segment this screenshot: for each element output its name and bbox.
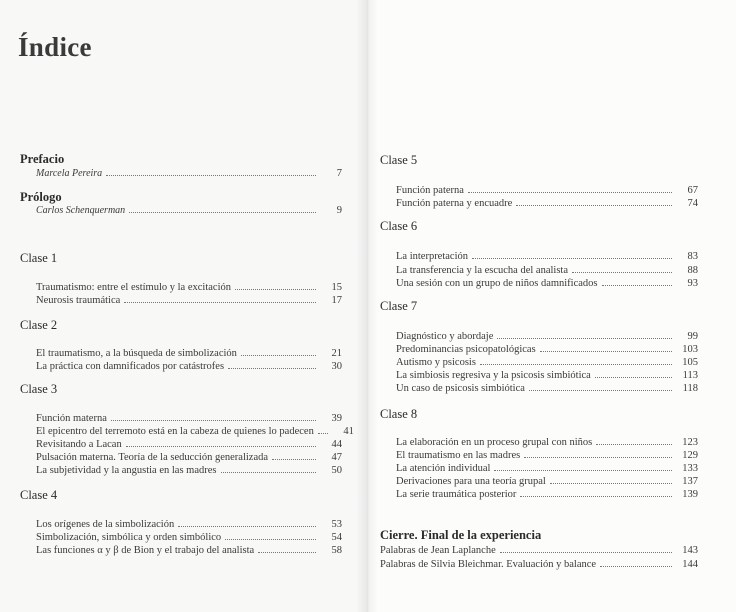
page-number: 9	[336, 205, 342, 216]
dot-leader	[126, 446, 316, 447]
toc-entry-title: La simbiosis regresiva y la psicosis simbiótica	[396, 370, 591, 381]
toc-entry[interactable]	[36, 530, 342, 543]
dot-leader	[572, 272, 672, 273]
toc-entry[interactable]	[36, 517, 342, 530]
section-heading: Clase 5	[380, 153, 418, 167]
toc-entry-title: La elaboración en un proceso grupal con niños	[396, 437, 593, 448]
dot-leader	[235, 289, 316, 290]
dot-leader	[272, 459, 316, 460]
toc-entry-title: Función materna	[36, 413, 107, 424]
dot-leader	[540, 351, 672, 352]
toc-entry-title: Una sesión con un grupo de niños damnificados	[396, 278, 598, 289]
page-number: 41	[343, 426, 354, 437]
dot-leader	[516, 205, 672, 206]
page-number: 99	[687, 331, 698, 342]
toc-entry-title: La interpretación	[396, 251, 469, 262]
toc-entry-title: La transferencia y la escucha del analista	[396, 265, 568, 276]
page-number: 83	[687, 251, 698, 262]
dot-leader	[529, 390, 672, 391]
toc-entry[interactable]	[396, 329, 698, 342]
dot-leader	[480, 364, 672, 365]
toc-entry-title: Función paterna y encuadre	[396, 198, 513, 209]
toc-entry-title: La subjetividad y la angustia en las madres	[36, 465, 217, 476]
dot-leader	[468, 192, 672, 193]
toc-entry-title: Carlos Schenquerman	[36, 205, 126, 216]
toc-entry-title: Un caso de psicosis simbiótica	[396, 383, 525, 394]
toc-entry[interactable]	[36, 543, 342, 556]
section-heading: Clase 1	[20, 251, 58, 265]
toc-entry[interactable]	[36, 293, 342, 306]
toc-entry[interactable]	[396, 368, 698, 381]
dot-leader	[500, 552, 672, 553]
toc-entry[interactable]	[36, 411, 342, 424]
dot-leader	[106, 175, 316, 176]
page-number: 67	[687, 185, 698, 196]
toc-entry-title: La atención individual	[396, 463, 491, 474]
dot-leader	[241, 355, 316, 356]
section-heading: Prólogo	[20, 190, 62, 204]
toc-entry[interactable]	[36, 346, 342, 359]
dot-leader	[550, 483, 672, 484]
toc-entry[interactable]	[36, 166, 342, 179]
section-heading: Clase 4	[20, 488, 58, 502]
page-number: 58	[331, 545, 342, 556]
page-number: 123	[682, 437, 698, 448]
dot-leader	[494, 470, 672, 471]
toc-entry-title: Las funciones α y β de Bion y el trabajo del analista	[36, 545, 255, 556]
toc-entry[interactable]	[36, 437, 342, 450]
toc-entry[interactable]	[36, 450, 342, 463]
dot-leader	[472, 258, 672, 259]
book-gutter	[356, 0, 378, 612]
dot-leader	[129, 212, 316, 213]
toc-entry[interactable]	[36, 359, 342, 372]
toc-entry[interactable]	[396, 342, 698, 355]
toc-entry-title: Pulsación materna. Teoría de la seducción generalizada	[36, 452, 269, 463]
page-number: 144	[682, 559, 698, 570]
dot-leader	[124, 302, 316, 303]
page-number: 93	[687, 278, 698, 289]
toc-entry-title: Los orígenes de la simbolización	[36, 519, 175, 530]
toc-entry[interactable]	[396, 435, 698, 448]
page-number: 137	[682, 476, 698, 487]
page-number: 39	[331, 413, 342, 424]
toc-entry[interactable]	[396, 183, 698, 196]
section-heading: Clase 8	[380, 407, 418, 421]
toc-entry-title: Simbolización, simbólica y orden simbólico	[36, 532, 222, 543]
dot-leader	[600, 566, 672, 567]
toc-entry[interactable]	[36, 463, 342, 476]
toc-entry-title: La práctica con damnificados por catástrofes	[36, 361, 225, 372]
page-number: 113	[682, 370, 698, 381]
dot-leader	[225, 539, 316, 540]
toc-entry[interactable]	[396, 474, 698, 487]
page-number: 103	[682, 344, 698, 355]
toc-entry-title: Diagnóstico y abordaje	[396, 331, 494, 342]
dot-leader	[497, 338, 672, 339]
page-number: 21	[331, 348, 342, 359]
page-number: 50	[331, 465, 342, 476]
toc-entry-title: Derivaciones para una teoría grupal	[396, 476, 546, 487]
toc-entry-title: El traumatismo, a la búsqueda de simbolización	[36, 348, 237, 359]
toc-entry-title: Revisitando a Lacan	[36, 439, 122, 450]
section-heading: Clase 7	[380, 299, 418, 313]
page-number: 143	[682, 545, 698, 556]
dot-leader	[228, 368, 316, 369]
page-number: 139	[682, 489, 698, 500]
page-number: 53	[331, 519, 342, 530]
index-title: Índice	[18, 32, 92, 62]
page-number: 105	[682, 357, 698, 368]
dot-leader	[318, 433, 328, 434]
toc-entry-title: Marcela Pereira	[36, 168, 103, 179]
toc-entry-title: Autismo y psicosis	[396, 357, 476, 368]
toc-entry[interactable]	[396, 448, 698, 461]
page-number: 74	[687, 198, 698, 209]
section-heading: Cierre. Final de la experiencia	[380, 528, 542, 542]
toc-entry[interactable]	[396, 263, 698, 276]
dot-leader	[111, 420, 316, 421]
page-number: 133	[682, 463, 698, 474]
dot-leader	[520, 496, 672, 497]
toc-entry[interactable]	[396, 355, 698, 368]
toc-entry-title: Predominancias psicopatológicas	[396, 344, 536, 355]
dot-leader	[524, 457, 672, 458]
toc-entry[interactable]	[36, 424, 354, 437]
page-number: 118	[682, 383, 698, 394]
dot-leader	[258, 552, 316, 553]
section-heading: Prefacio	[20, 152, 65, 166]
toc-entry[interactable]	[396, 276, 698, 289]
toc-entry-title: Palabras de Silvia Bleichmar. Evaluación y balance	[380, 559, 597, 570]
toc-entry[interactable]	[396, 461, 698, 474]
dot-leader	[178, 526, 316, 527]
dot-leader	[221, 472, 317, 473]
toc-entry-title: Traumatismo: entre el estímulo y la excitación	[36, 282, 231, 293]
section-heading: Clase 2	[20, 318, 58, 332]
toc-entry[interactable]	[380, 543, 698, 556]
toc-entry-title: La serie traumática posterior	[396, 489, 517, 500]
dot-leader	[596, 444, 672, 445]
page-number: 88	[687, 265, 698, 276]
toc-entry[interactable]	[36, 280, 342, 293]
page-number: 17	[331, 295, 342, 306]
dot-leader	[602, 285, 672, 286]
toc-entry[interactable]	[396, 381, 698, 394]
page-number: 129	[682, 450, 698, 461]
page-number: 47	[331, 452, 342, 463]
section-heading: Clase 3	[20, 382, 58, 396]
toc-entry-title: Palabras de Jean Laplanche	[380, 545, 496, 556]
toc-entry[interactable]	[380, 557, 698, 570]
page-number: 7	[336, 168, 342, 179]
page-number: 44	[331, 439, 342, 450]
toc-entry-title: Función paterna	[396, 185, 464, 196]
page-number: 15	[331, 282, 342, 293]
toc-entry[interactable]	[396, 249, 698, 262]
page-number: 54	[331, 532, 342, 543]
toc-entry[interactable]	[396, 196, 698, 209]
right-page	[366, 0, 736, 612]
page-number: 30	[331, 361, 342, 372]
section-heading: Clase 6	[380, 219, 418, 233]
dot-leader	[595, 377, 672, 378]
toc-entry[interactable]	[36, 203, 342, 216]
toc-entry-title: Neurosis traumática	[36, 295, 121, 306]
toc-entry-title: El epicentro del terremoto está en la cabeza de quienes lo padecen	[36, 426, 314, 437]
toc-entry[interactable]	[396, 487, 698, 500]
toc-entry-title: El traumatismo en las madres	[396, 450, 521, 461]
